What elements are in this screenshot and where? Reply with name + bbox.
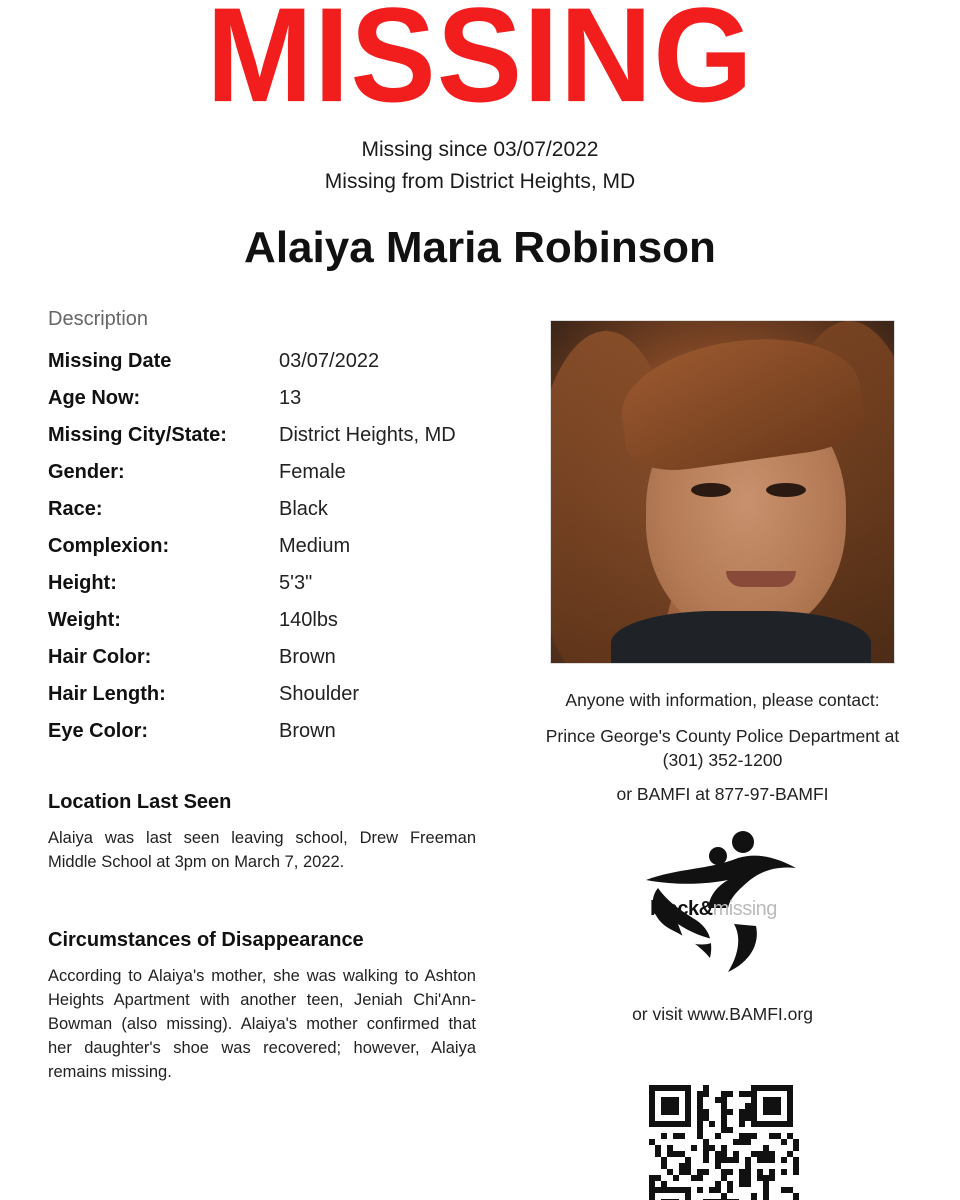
- contact-phone: (301) 352-1200: [662, 750, 783, 770]
- contact-intro: Anyone with information, please contact:: [565, 690, 880, 710]
- detail-label: Hair Color:: [48, 646, 152, 668]
- description-heading: Description: [48, 308, 149, 330]
- missing-headline: MISSING: [206, 0, 754, 131]
- qr-code-icon: [646, 1082, 802, 1200]
- missing-since: Missing since 03/07/2022: [361, 138, 599, 161]
- detail-row-complexion: [48, 535, 508, 565]
- detail-label: Age Now:: [48, 387, 141, 409]
- detail-row-city-state: [48, 424, 508, 454]
- detail-value: 13: [279, 387, 302, 409]
- detail-value: Shoulder: [279, 683, 360, 705]
- detail-value: Brown: [279, 720, 336, 742]
- detail-label: Race:: [48, 498, 103, 520]
- detail-label: Missing Date: [48, 350, 172, 372]
- detail-row-eye-color: [48, 720, 508, 750]
- detail-label: Weight:: [48, 609, 121, 631]
- contact-bamfi: or BAMFI at 877-97-BAMFI: [616, 784, 829, 804]
- detail-row-gender: [48, 461, 508, 491]
- detail-label: Hair Length:: [48, 683, 166, 705]
- detail-value: District Heights, MD: [279, 424, 456, 446]
- circumstances-title: Circumstances of Disappearance: [48, 929, 364, 951]
- detail-label: Complexion:: [48, 535, 170, 557]
- detail-row-hair-color: [48, 646, 508, 676]
- missing-from: Missing from District Heights, MD: [324, 170, 636, 193]
- detail-label: Eye Color:: [48, 720, 149, 742]
- website-line: or visit www.BAMFI.org: [632, 1004, 813, 1024]
- detail-row-hair-length: [48, 683, 508, 713]
- detail-row-weight: [48, 609, 508, 639]
- detail-label: Missing City/State:: [48, 424, 227, 446]
- detail-value: Black: [279, 498, 328, 520]
- location-body: Alaiya was last seen leaving school, Drew Freeman Middle School at 3pm on March 7, 2022.: [48, 829, 476, 871]
- location-title: Location Last Seen: [48, 791, 232, 813]
- black-and-missing-logo: [638, 828, 800, 978]
- circumstances-body: According to Alaiya's mother, she was walking to Ashton Heights Apartment with another teen, Jeniah Chi'Ann-Bowman (also missing). Alaiya's mother confirmed that her daughter's shoe was recovered; however, Alaiya remains missing.: [48, 967, 476, 1081]
- detail-value: 140lbs: [279, 609, 338, 631]
- detail-label: Gender:: [48, 461, 125, 483]
- detail-value: Female: [279, 461, 346, 483]
- qr-code[interactable]: [646, 1082, 802, 1200]
- missing-person-photo: [550, 320, 895, 664]
- detail-value: Brown: [279, 646, 336, 668]
- detail-value: 5'3": [279, 572, 313, 594]
- logo-text: black&missing: [650, 898, 777, 920]
- detail-value: Medium: [279, 535, 351, 557]
- contact-org: Prince George's County Police Department at: [545, 726, 900, 746]
- detail-row-race: [48, 498, 508, 528]
- detail-row-missing-date: [48, 350, 508, 380]
- detail-row-height: [48, 572, 508, 602]
- detail-label: Height:: [48, 572, 117, 594]
- detail-row-age: [48, 387, 508, 417]
- detail-value: 03/07/2022: [279, 350, 380, 372]
- person-name: Alaiya Maria Robinson: [244, 223, 716, 272]
